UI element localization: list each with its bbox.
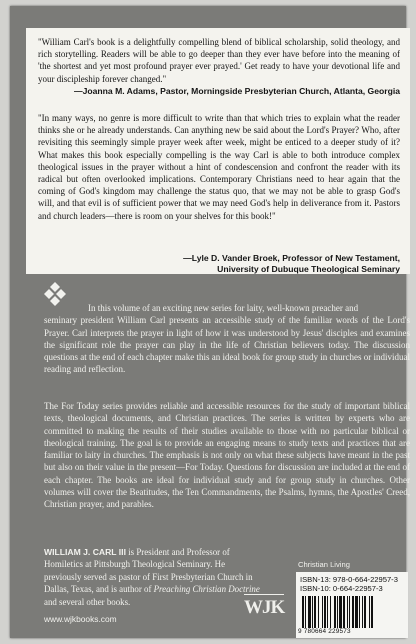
endorsement-quote-2: "In many ways, no genre is more difficult to write than that which tries to explain what the reader thinks she or he already understands. Can anything new be said about the Lord's Prayer? Who, after revisiting this seemingly simple prayer week after week, might be enticed to a deeper study of it? What makes this book especially compelling is the way Carl is able to both introduce complex theological issues in the prayer without a hint of condescension and confront the reader with its radical but often overlooked implications. Contemporary Christians need to hear again that the coming of God's kingdom may challenge the status quo, that we may not be able to grasp God's will, and that evil is of sufficient power that we may need God's help in deliverance from it. Pastors and church leaders—there is room on your shelves for this book!" (38, 113, 400, 221)
author-bio (44, 546, 262, 608)
author-name: WILLIAM J. CARL III (44, 547, 126, 557)
author-bio-text: is President and Professor of Homiletics at Pittsburgh Theological Seminary. He previously served as pastor of First Presbyterian Church in Dallas, Texas, and is author of (44, 547, 253, 595)
isbn-10: ISBN-10: 0-664-22957-3 (300, 584, 383, 593)
endorsement-attribution-2 (60, 253, 400, 275)
author-book-title: Preaching Christian Doctrine (153, 584, 260, 595)
endorsement-attribution-1: —Joanna M. Adams, Pastor, Morningside Presbyterian Church, Atlanta, Georgia (74, 86, 400, 96)
barcode-number: 9 780664 229573 (298, 628, 351, 635)
book-category: Christian Living (298, 560, 350, 569)
author-bio-end: and several other books. (44, 596, 131, 607)
book-description (44, 302, 410, 376)
description-rest: seminary president William Carl presents an accessible study of the familiar words of the Lord's Prayer. Carl interprets the prayer in light of how it was understood by Jesus' disciples and examines the significant role the prayer can play in the life of Christian believers today. The discussion questions at the end of each chapter make this an ideal book for group study in churches or individual reading and reflection. (44, 315, 410, 375)
publisher-logo: WJK (244, 594, 284, 619)
description-first-line: In this volume of an exciting new series for laity, well-known preacher and (88, 303, 359, 313)
barcode-panel (296, 572, 408, 638)
barcode-icon (300, 596, 404, 628)
attribution-line: —Lyle D. Vander Broek, Professor of New Testament, (183, 253, 400, 263)
series-description: The For Today series provides reliable and accessible resources for the study of important biblical texts, theological documents, and Christian practices. The series is written by experts who are committed to making the results of their studies available to those with no particular biblical or theological training. The goal is to provide an engaging means to study texts and practices that are familiar to laity in churches. The emphasis is not only on what these subjects have meant in the past but also on their value in the present—For Today. Questions for discussion are included at the end of each chapter. The books are ideal for individual study and for group study in churches. Other volumes will cover the Beatitudes, the Ten Commandments, the Psalms, hymns, the Apostles' Creed, Christian prayer, and parables. (44, 401, 410, 510)
attribution-line: University of Dubuque Theological Seminary (217, 264, 400, 274)
isbn-13: ISBN-13: 978-0-664-22957-3 (300, 575, 398, 584)
back-cover (10, 6, 410, 638)
endorsement-quote-1: "William Carl's book is a delightfully compelling blend of biblical scholarship, solid theology, and rich storytelling. Readers will be able to go deeper than they ever have before into the meaning of 'the shortest and yet most profound prayer ever prayed.' Get ready to have your devotional life and your discipleship forever changed." (38, 37, 400, 84)
endorsement-box (26, 28, 410, 274)
publisher-website: www.wjkbooks.com (44, 614, 117, 624)
